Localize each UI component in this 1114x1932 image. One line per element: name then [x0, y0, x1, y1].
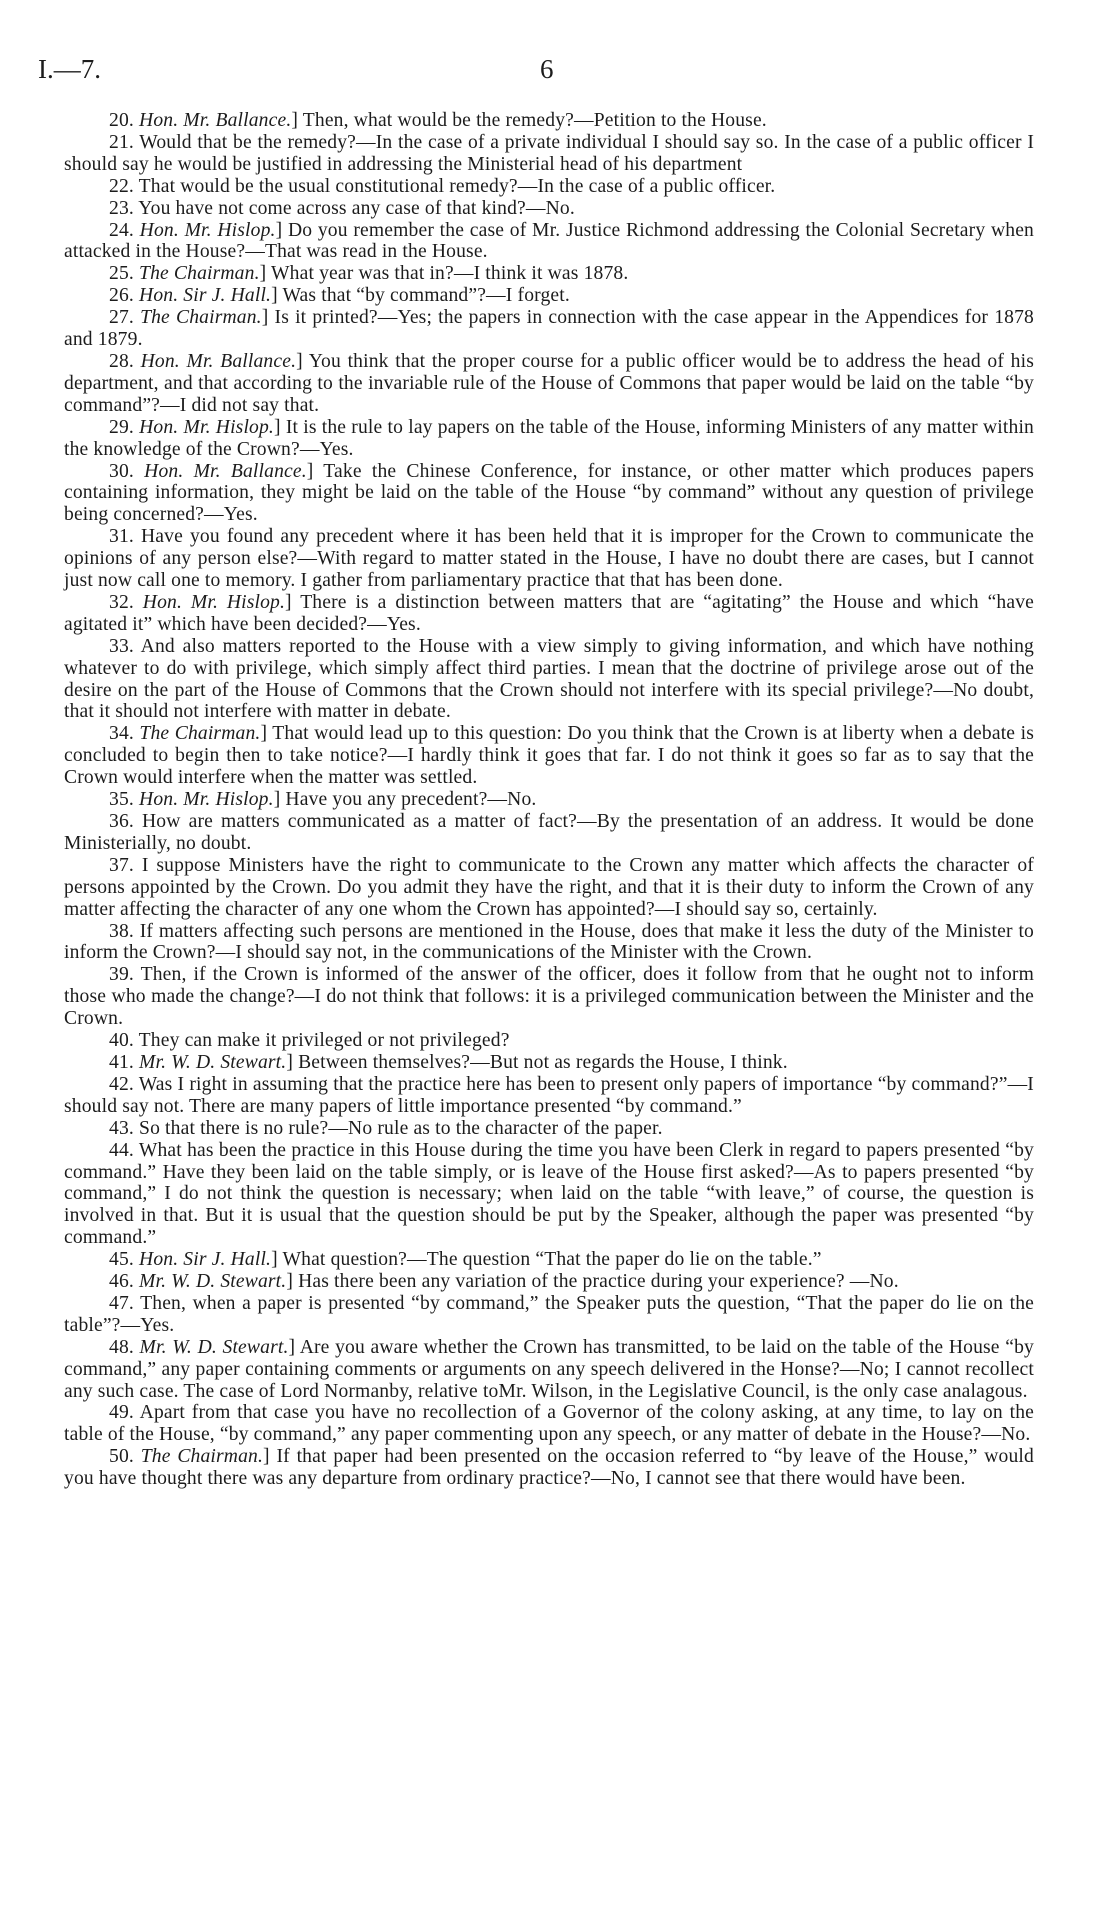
question-paragraph: 46. Mr. W. D. Stewart.] Has there been any variation of the practice during your experience? —No.	[109, 1271, 899, 1293]
question-paragraph	[64, 1293, 1034, 1337]
question-answer-text: Is it printed?—Yes; the papers in connection with the case appear in the Appendices for 1878 and 1879.	[64, 307, 1034, 351]
question-answer-text: Have you any precedent?—No.	[285, 789, 537, 811]
question-answer-text: If that paper had been presented on the occasion referred to “by leave of the House,” would you have thought there was any departure from ordinary practice?—No, I cannot see that there would have been.	[64, 1446, 1034, 1490]
question-answer-text: Was that “by command”?—I forget.	[282, 285, 570, 307]
question-answer-text: Do you remember the case of Mr. Justice Richmond addressing the Colonial Secretary when attacked in the House?—That was read in the House.	[64, 219, 1034, 263]
question-paragraph: 34. The Chairman.] That would lead up to this question: Do you think that the Crown is at liberty when a debate is concluded to begin then to take notice?—I hardly think it goes that far. I do not think it goes so far as to say that the Crown would interfere when the matter was settled.	[64, 723, 1034, 789]
question-answer-text: They can make it privileged or not privileged?	[138, 1030, 510, 1052]
question-paragraph: 26. Hon. Sir J. Hall.] Was that “by command”?—I forget.	[109, 285, 570, 307]
speaker-name: The Chairman.	[139, 263, 260, 285]
question-paragraph: 27. The Chairman.] Is it printed?—Yes; the papers in connection with the case appear in the Appendices for 1878 and 1879.	[64, 307, 1034, 351]
question-paragraph	[64, 198, 1034, 220]
speaker-name: Hon. Sir J. Hall.	[139, 1249, 272, 1271]
question-number: 47.	[109, 1292, 134, 1314]
question-number: 36.	[109, 811, 134, 832]
question-paragraph: 32. Hon. Mr. Hislop.] There is a distinction between matters that are “agitating” the House and which “have agitated it” which have been decided?—Yes.	[64, 591, 1034, 635]
question-number: 43.	[109, 1117, 134, 1139]
question-number: 38.	[109, 920, 134, 942]
question-paragraph	[64, 855, 1034, 921]
question-answer-text: There is a distinction between matters that are “agitating” the House and which “have agitated it” which have been decided?—Yes.	[64, 591, 1034, 635]
question-paragraph	[64, 176, 1034, 198]
question-paragraph	[64, 1118, 1034, 1140]
question-paragraph: 41. Mr. W. D. Stewart.] Between themselves?—But not as regards the House, I think.	[109, 1051, 788, 1073]
question-paragraph	[64, 526, 1034, 592]
question-answer-text: Then, if the Crown is informed of the answer of the officer, does it follow from that he ought not to inform those who made the change?—I do not think that follows: it is a privileged communication between the Minister and the Crown.	[64, 964, 1034, 1030]
evidence-transcript	[64, 110, 1034, 1490]
speaker-name: Hon. Sir J. Hall.	[139, 285, 272, 307]
question-number: 40.	[109, 1030, 134, 1052]
question-number: 33.	[109, 635, 134, 657]
question-answer-text: Has there been any variation of the practice during your experience? —No.	[298, 1271, 899, 1293]
question-answer-text: What question?—The question “That the paper do lie on the table.”	[282, 1249, 822, 1271]
question-number: 21.	[109, 131, 134, 153]
question-paragraph: 30. Hon. Mr. Ballance.] Take the Chinese Conference, for instance, or other matter which produces papers containing information, they might be laid on the table of the House “by command” without any question of privilege being concerned?—Yes.	[64, 460, 1034, 526]
speaker-name: Mr. W. D. Stewart.	[139, 1051, 287, 1073]
speaker-name: Hon. Mr. Ballance.	[139, 110, 292, 131]
question-number: 50.	[109, 1446, 134, 1468]
question-number: 48.	[109, 1336, 134, 1358]
question-answer-text: If matters affecting such persons are mentioned in the House, does that make it less the duty of the Minister to inform the Crown?—I should say not, in the communications of the Minister with the Crown.	[64, 920, 1034, 964]
question-number: 32.	[109, 591, 134, 613]
question-answer-text: That would lead up to this question: Do you think that the Crown is at liberty when a debate is concluded to begin then to take notice?—I hardly think it goes that far. I do not think it goes so far as to say that the Crown would interfere when the matter was settled.	[64, 723, 1034, 789]
question-paragraph: 24. Hon. Mr. Hislop.] Do you remember the case of Mr. Justice Richmond addressing the Colonial Secretary when attacked in the House?—That was read in the House.	[64, 219, 1034, 263]
question-answer-text: What year was that in?—I think it was 1878.	[271, 263, 629, 285]
question-paragraph: 50. The Chairman.] If that paper had been presented on the occasion referred to “by leave of the House,” would you have thought there was any departure from ordinary practice?—No, I cannot see that there would have been.	[64, 1446, 1034, 1490]
question-answer-text: What has been the practice in this House during the time you have been Clerk in regard to papers presented “by command.” Have they been laid on the table simply, or is leave of the House first asked?—As to papers presented “by command,” I do not think the question is necessary; when laid on the table “with leave,” of course, the question is involved in that. But it is usual that the question should be put by the Speaker, although the paper was presented “by command.”	[64, 1139, 1034, 1249]
question-number: 39.	[109, 964, 134, 986]
speaker-name: The Chairman.	[139, 723, 261, 745]
speaker-name: Hon. Mr. Hislop.	[142, 591, 286, 613]
question-answer-text: You think that the proper course for a public officer would be to address the head of his department, and that according to the invariable rule of the House of Commons that paper would be laid on the table “by command”?—I did not say that.	[64, 350, 1034, 416]
question-answer-text: It is the rule to lay papers on the table of the House, informing Ministers of any matter within the knowledge of the Crown?—Yes.	[64, 416, 1034, 460]
question-answer-text: Take the Chinese Conference, for instance, or other matter which produces papers containing information, they might be laid on the table of the House “by command” without any question of privilege being concerned?—Yes.	[64, 460, 1034, 526]
speaker-name: Hon. Mr. Hislop.	[139, 789, 274, 811]
question-answer-text: How are matters communicated as a matter of fact?—By the presentation of an address. It would be done Ministerially, no doubt.	[64, 811, 1034, 854]
question-paragraph	[64, 1402, 1034, 1446]
speaker-name: Hon. Mr. Ballance.	[140, 350, 297, 372]
speaker-name: The Chairman.	[140, 1446, 264, 1468]
question-number: 23.	[109, 197, 134, 219]
document-reference: I.—7.	[38, 54, 101, 84]
question-paragraph	[64, 964, 1034, 1030]
question-answer-text: You have not come across any case of that kind?—No.	[138, 197, 575, 219]
question-answer-text: Are you aware whether the Crown has transmitted, to be laid on the table of the House “by command,” any paper containing comments or arguments on any speech delivered in the Honse?—No; I cannot recollect any such case. The case of Lord Normanby, relative toMr. Wilson, in the Legislative Council, is the only case analagous.	[64, 1336, 1034, 1402]
question-number: 31.	[109, 526, 134, 548]
question-answer-text: I suppose Ministers have the right to communicate to the Crown any matter which affects the character of persons appointed by the Crown. Do you admit they have the right, and that it is their duty to inform the Crown of any matter affecting the character of any one whom the Crown has appointed?—I should say so, certainly.	[64, 854, 1034, 920]
question-paragraph: 35. Hon. Mr. Hislop.] Have you any precedent?—No.	[109, 789, 537, 811]
question-number: 49.	[109, 1402, 134, 1424]
question-number: 42.	[109, 1073, 134, 1095]
question-paragraph: 28. Hon. Mr. Ballance.] You think that the proper course for a public officer would be to address the head of his department, and that according to the invariable rule of the House of Commons that paper would be laid on the table “by command”?—I did not say that.	[64, 350, 1034, 416]
question-number: 34.	[109, 723, 134, 745]
question-answer-text: Between themselves?—But not as regards the House, I think.	[298, 1051, 788, 1073]
question-number: 35.	[109, 789, 134, 811]
page-header	[38, 54, 1038, 94]
question-answer-text: Then, what would be the remedy?—Petition to the House.	[302, 110, 767, 131]
question-paragraph	[64, 636, 1034, 724]
question-number: 30.	[109, 460, 134, 482]
question-answer-text: Have you found any precedent where it has been held that it is improper for the Crown to communicate the opinions of any person else?—With regard to matter stated in the House, I have no doubt there are cases, but I cannot just now call one to memory. I gather from parliamentary practice that that has been done.	[64, 526, 1034, 592]
question-paragraph	[64, 132, 1034, 176]
question-answer-text: Was I right in assuming that the practice here has been to present only papers of importance “by command?”—I should say not. There are many papers of little importance presented “by command.”	[64, 1073, 1034, 1117]
speaker-name: Hon. Mr. Hislop.	[139, 416, 274, 438]
question-paragraph	[64, 1140, 1034, 1250]
question-paragraph: 45. Hon. Sir J. Hall.] What question?—The question “That the paper do lie on the table.”	[109, 1249, 822, 1271]
question-paragraph	[64, 811, 1034, 855]
question-number: 44.	[109, 1139, 134, 1161]
question-number: 26.	[109, 285, 134, 307]
question-number: 27.	[109, 307, 134, 329]
question-number: 28.	[109, 350, 134, 372]
question-paragraph: 25. The Chairman.] What year was that in?—I think it was 1878.	[109, 263, 629, 285]
question-number: 46.	[109, 1271, 134, 1293]
question-answer-text: And also matters reported to the House with a view simply to giving information, and which have nothing whatever to do with privilege, which simply affect third parties. I mean that the doctrine of privilege arose out of the desire on the part of the House of Commons that the Crown should not interfere with its special privilege?—No doubt, that it should not interfere with matter in debate.	[64, 635, 1034, 723]
question-paragraph	[64, 921, 1034, 965]
page-number: 6	[540, 54, 554, 84]
question-number: 20.	[109, 110, 134, 131]
question-answer-text: Then, when a paper is presented “by command,” the Speaker puts the question, “That the paper do lie on the table”?—Yes.	[64, 1292, 1034, 1336]
question-number: 41.	[109, 1051, 134, 1073]
question-number: 22.	[109, 175, 134, 197]
speaker-name: Hon. Mr. Ballance.	[144, 460, 307, 482]
question-number: 37.	[109, 854, 134, 876]
question-number: 24.	[109, 219, 134, 241]
question-paragraph: 48. Mr. W. D. Stewart.] Are you aware whether the Crown has transmitted, to be laid on the table of the House “by command,” any paper containing comments or arguments on any speech delivered in the Honse?—No; I cannot recollect any such case. The case of Lord Normanby, relative toMr. Wilson, in the Legislative Council, is the only case analagous.	[64, 1336, 1034, 1402]
speaker-name: Hon. Mr. Hislop.	[139, 219, 276, 241]
speaker-name: Mr. W. D. Stewart.	[139, 1336, 289, 1358]
speaker-name: Mr. W. D. Stewart.	[139, 1271, 287, 1293]
question-paragraph: 29. Hon. Mr. Hislop.] It is the rule to lay papers on the table of the House, informing Ministers of any matter within the knowledge of the Crown?—Yes.	[64, 416, 1034, 460]
question-paragraph	[64, 1074, 1034, 1118]
question-answer-text: Would that be the remedy?—In the case of a private individual I should say so. In the case of a public officer I should say he would be justified in addressing the Ministerial head of his department	[64, 131, 1034, 175]
question-paragraph	[64, 1030, 1034, 1052]
question-paragraph: 20. Hon. Mr. Ballance.] Then, what would be the remedy?—Petition to the House.	[109, 110, 767, 131]
question-number: 29.	[109, 416, 134, 438]
question-number: 25.	[109, 263, 134, 285]
speaker-name: The Chairman.	[140, 307, 262, 329]
question-answer-text: So that there is no rule?—No rule as to the character of the paper.	[139, 1117, 663, 1139]
question-answer-text: That would be the usual constitutional remedy?—In the case of a public officer.	[138, 175, 776, 197]
question-number: 45.	[109, 1249, 134, 1271]
question-answer-text: Apart from that case you have no recollection of a Governor of the colony asking, at any time, to lay on the table of the House, “by command,” any paper commenting upon any speech, or any matter of debate in the House?—No.	[64, 1402, 1034, 1446]
